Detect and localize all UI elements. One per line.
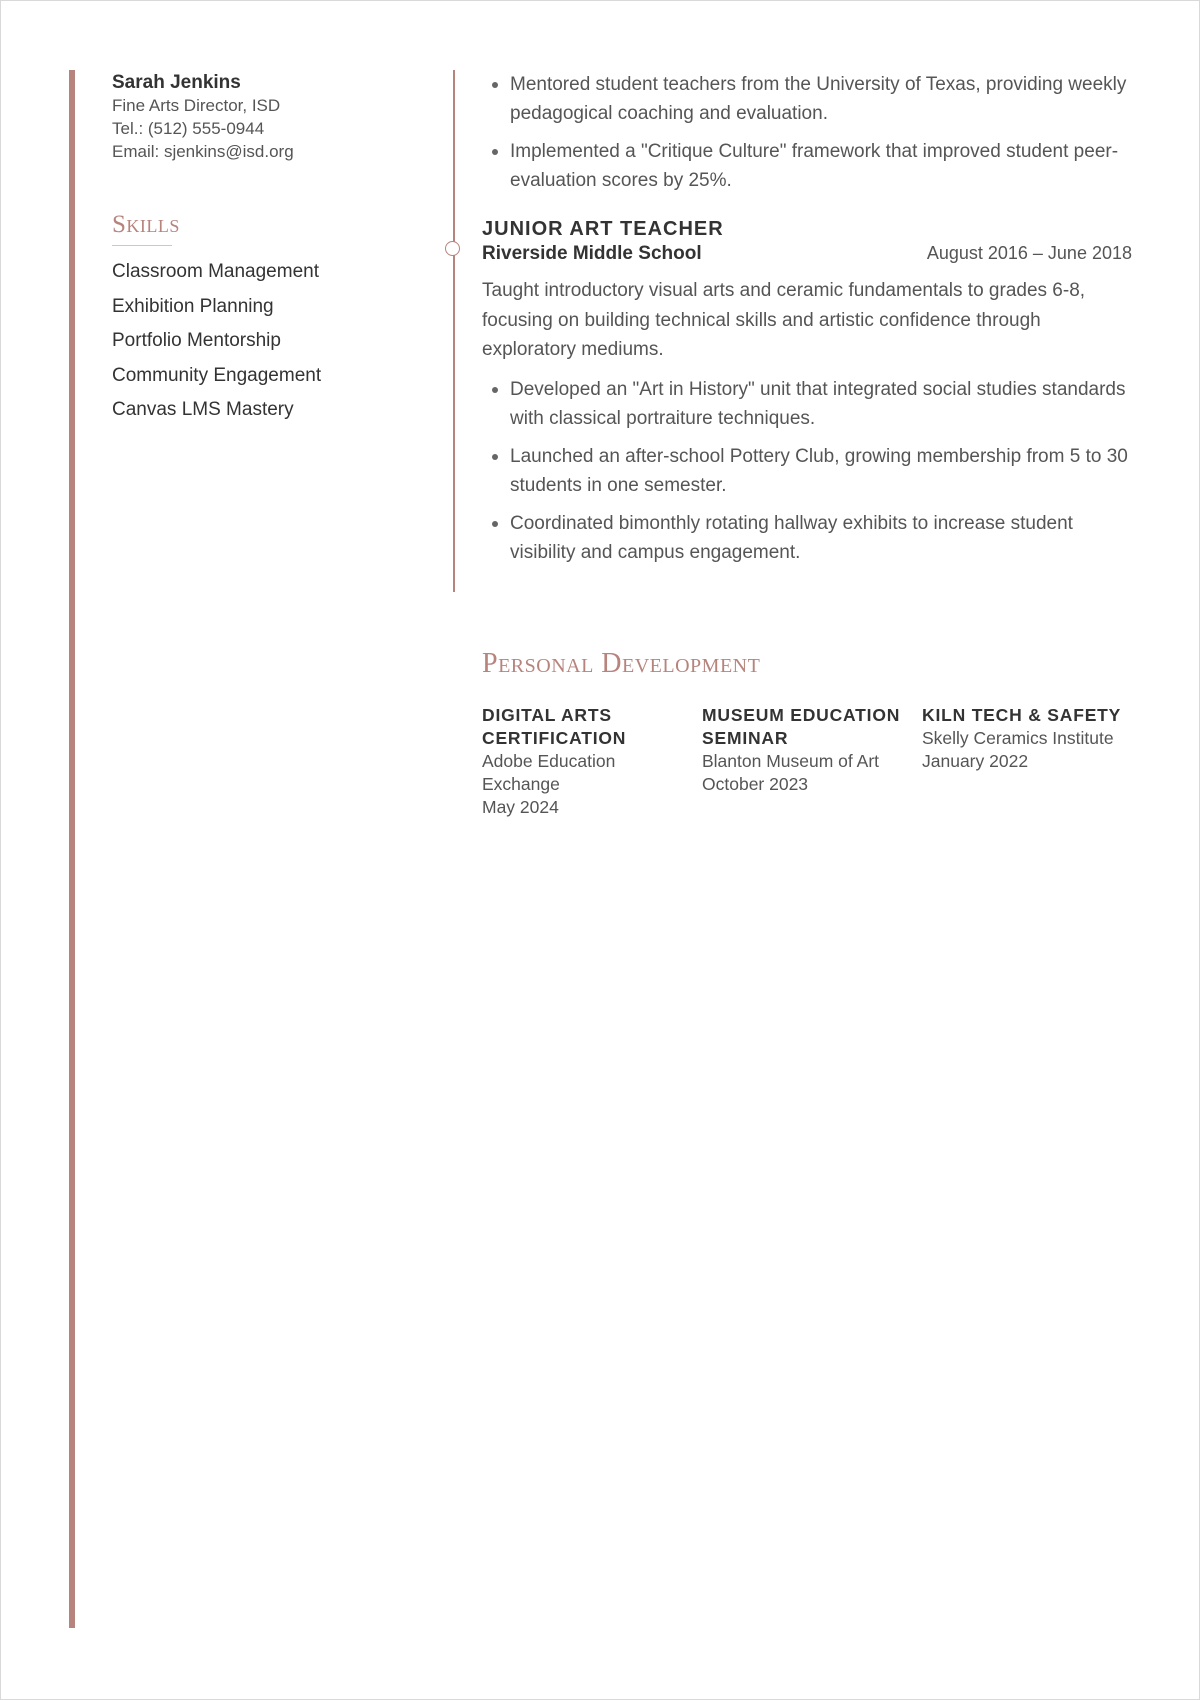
pd-org: Adobe Education Exchange bbox=[482, 751, 616, 794]
previous-job-bullets bbox=[482, 70, 1132, 195]
skill-item: Community Engagement bbox=[112, 364, 322, 386]
pd-item bbox=[922, 704, 1142, 819]
pd-title: DIGITAL ARTS CERTIFICATION bbox=[482, 705, 627, 748]
bullet-item: Coordinated bimonthly rotating hallway exhibits to increase student visibility and campus engagement. bbox=[510, 509, 1132, 567]
timeline-dot-icon bbox=[445, 241, 460, 256]
job-title: JUNIOR ART TEACHER bbox=[482, 218, 724, 240]
contact-title: Fine Arts Director, ISD bbox=[112, 96, 281, 115]
skill-item: Canvas LMS Mastery bbox=[112, 399, 294, 420]
sidebar bbox=[112, 70, 432, 433]
experience-section bbox=[482, 70, 1132, 576]
job-entry bbox=[482, 217, 1132, 567]
job-company: Riverside Middle School bbox=[482, 243, 702, 264]
skill-item: Portfolio Mentorship bbox=[112, 330, 281, 351]
pd-item bbox=[482, 704, 702, 819]
pd-date: January 2022 bbox=[922, 751, 1029, 771]
pd-title: MUSEUM EDUCATION SEMINAR bbox=[702, 705, 901, 748]
job-bullets bbox=[482, 375, 1132, 567]
accent-bar bbox=[69, 70, 75, 1628]
pd-date: May 2024 bbox=[482, 797, 559, 817]
pd-org: Blanton Museum of Art bbox=[702, 751, 880, 771]
skill-item: Exhibition Planning bbox=[112, 295, 274, 317]
skills-divider bbox=[112, 245, 172, 246]
personal-development-grid bbox=[482, 704, 1142, 819]
bullet-item: Developed an "Art in History" unit that integrated social studies standards with classical portraiture techniques. bbox=[510, 375, 1132, 433]
timeline-line bbox=[453, 70, 455, 592]
job-description: Taught introductory visual arts and ceramic fundamentals to grades 6-8, focusing on building technical skills and artistic confidence through exploratory mediums. bbox=[482, 280, 1086, 360]
pd-org: Skelly Ceramics Institute bbox=[922, 728, 1114, 748]
contact-email: Email: sjenkins@isd.org bbox=[112, 142, 294, 161]
job-meta bbox=[482, 241, 1132, 266]
skills-list bbox=[112, 260, 432, 421]
personal-development-heading: Personal Development bbox=[482, 648, 761, 679]
bullet-item: Mentored student teachers from the University of Texas, providing weekly pedagogical coaching and evaluation. bbox=[510, 70, 1132, 128]
pd-title: KILN TECH & SAFETY bbox=[922, 705, 1122, 725]
contact-phone: Tel.: (512) 555-0944 bbox=[112, 119, 265, 138]
contact-name: Sarah Jenkins bbox=[112, 72, 241, 93]
bullet-item: Launched an after-school Pottery Club, growing membership from 5 to 30 students in one semester. bbox=[510, 442, 1132, 500]
pd-date: October 2023 bbox=[702, 774, 809, 794]
bullet-item: Implemented a "Critique Culture" framework that improved student peer-evaluation scores by 25%. bbox=[510, 137, 1132, 195]
skills-heading: Skills bbox=[112, 211, 180, 238]
skill-item: Classroom Management bbox=[112, 261, 319, 282]
pd-item bbox=[702, 704, 922, 819]
job-dates: August 2016 – June 2018 bbox=[926, 243, 1132, 263]
